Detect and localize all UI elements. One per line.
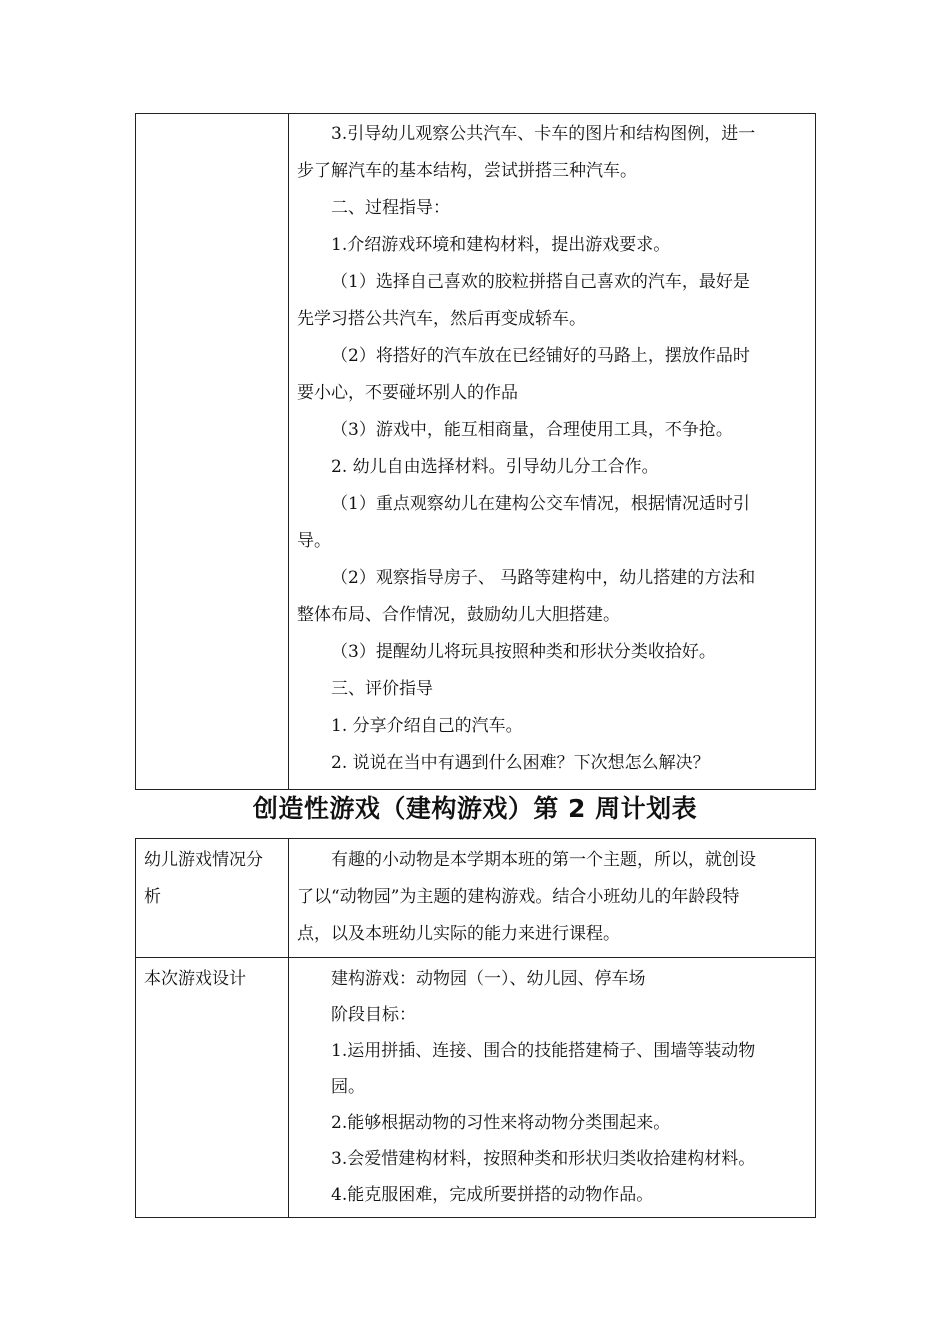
label-cell xyxy=(136,839,289,958)
text-line: 4.能克服困难，完成所要拼搭的动物作品。 xyxy=(331,1185,654,1205)
content-lines xyxy=(289,839,815,957)
table-row-design xyxy=(136,958,816,1218)
content-cell xyxy=(289,958,816,1218)
text-line: 园。 xyxy=(331,1077,365,1097)
text-line: 导。 xyxy=(297,531,331,551)
text-line: 3.引导幼儿观察公共汽车、卡车的图片和结构图例，进一 xyxy=(331,124,756,144)
row-label-line: 析 xyxy=(144,887,161,907)
text-line: 整体布局、合作情况，鼓励幼儿大胆搭建。 xyxy=(297,605,620,625)
row-label xyxy=(136,839,288,916)
plan-table-continued xyxy=(135,113,816,790)
table-row xyxy=(136,114,816,790)
row-label xyxy=(136,958,288,998)
row-label-line: 幼儿游戏情况分 xyxy=(144,850,263,870)
text-line: （2）将搭好的汽车放在已经铺好的马路上，摆放作品时 xyxy=(331,346,750,366)
text-line: （1）重点观察幼儿在建构公交车情况，根据情况适时引 xyxy=(331,494,750,514)
text-line: （3）提醒幼儿将玩具按照种类和形状分类收拾好。 xyxy=(331,642,716,662)
text-line: 2. 幼儿自由选择材料。引导幼儿分工合作。 xyxy=(331,457,659,477)
text-line: 步了解汽车的基本结构，尝试拼搭三种汽车。 xyxy=(297,161,637,181)
weekly-plan-table xyxy=(135,838,816,1218)
text-line: 三、评价指导 xyxy=(331,679,433,699)
text-line: 先学习搭公共汽车，然后再变成轿车。 xyxy=(297,309,586,329)
text-line: 了以“动物园”为主题的建构游戏。结合小班幼儿的年龄段特 xyxy=(297,887,740,907)
text-line: 建构游戏：动物园（一）、幼儿园、停车场 xyxy=(331,969,646,989)
content-cell xyxy=(289,839,816,958)
text-line: 要小心，不要碰坏别人的作品 xyxy=(297,383,518,403)
text-line: 1.运用拼插、连接、围合的技能搭建椅子、围墙等装动物 xyxy=(331,1041,756,1061)
text-line: 1. 分享介绍自己的汽车。 xyxy=(331,716,523,736)
content-lines xyxy=(289,958,815,1217)
text-line: （3）游戏中，能互相商量，合理使用工具，不争抢。 xyxy=(331,420,733,440)
row-label-line: 本次游戏设计 xyxy=(144,969,246,989)
text-line: 2.能够根据动物的习性来将动物分类围起来。 xyxy=(331,1113,671,1133)
text-line: 二、过程指导： xyxy=(331,198,450,218)
text-line: 阶段目标： xyxy=(331,1005,416,1025)
table-row-analysis xyxy=(136,839,816,958)
text-line: （2）观察指导房子、 马路等建构中，幼儿搭建的方法和 xyxy=(331,568,756,588)
label-cell xyxy=(136,114,289,790)
page-title: 创造性游戏（建构游戏）第 2 周计划表 xyxy=(252,794,698,823)
text-line: 有趣的小动物是本学期本班的第一个主题，所以，就创设 xyxy=(331,850,756,870)
text-line: 2. 说说在当中有遇到什么困难？下次想怎么解决？ xyxy=(331,753,710,773)
text-line: 3.会爱惜建构材料，按照种类和形状归类收拾建构材料。 xyxy=(331,1149,756,1169)
label-cell xyxy=(136,958,289,1218)
content-cell xyxy=(289,114,816,790)
content-lines xyxy=(289,114,815,782)
text-line: （1）选择自己喜欢的胶粒拼搭自己喜欢的汽车，最好是 xyxy=(331,272,750,292)
text-line: 1.介绍游戏环境和建构材料，提出游戏要求。 xyxy=(331,235,671,255)
text-line: 点，以及本班幼儿实际的能力来进行课程。 xyxy=(297,924,620,944)
